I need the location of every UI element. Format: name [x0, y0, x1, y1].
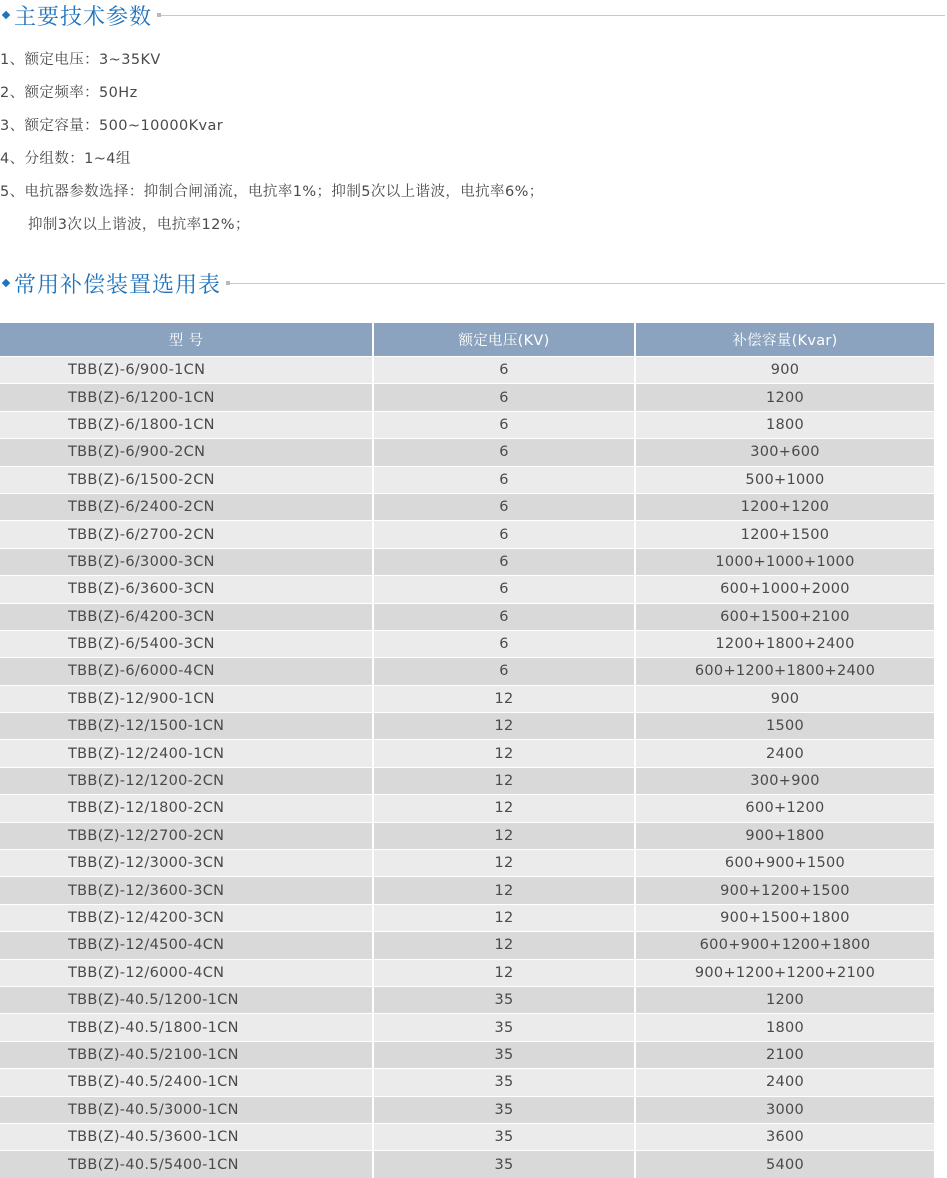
- table-row: [0, 713, 934, 740]
- table-row: [0, 466, 934, 493]
- cell-voltage: 35: [373, 1096, 635, 1123]
- cell-voltage: 12: [373, 959, 635, 986]
- cell-capacity: 600+900+1200+1800: [635, 932, 934, 959]
- table-row: [0, 904, 934, 931]
- cell-voltage: 12: [373, 904, 635, 931]
- cell-model: TBB(Z)-12/6000-4CN: [0, 959, 373, 986]
- table-row: [0, 850, 934, 877]
- table-row: [0, 576, 934, 603]
- table-row: [0, 795, 934, 822]
- cell-capacity: 600+1500+2100: [635, 603, 934, 630]
- table-row: [0, 1096, 934, 1123]
- column-header-voltage: 额定电压(KV): [373, 323, 635, 357]
- cell-model: TBB(Z)-12/1500-1CN: [0, 713, 373, 740]
- table-row: [0, 932, 934, 959]
- param-item: 3、额定容量：500~10000Kvar: [0, 118, 224, 134]
- cell-model: TBB(Z)-6/1500-2CN: [0, 466, 373, 493]
- cell-capacity: 900+1200+1500: [635, 877, 934, 904]
- cell-capacity: 2100: [635, 1041, 934, 1068]
- cell-model: TBB(Z)-12/2700-2CN: [0, 822, 373, 849]
- cell-voltage: 12: [373, 932, 635, 959]
- cell-capacity: 600+1000+2000: [635, 576, 934, 603]
- cell-capacity: 600+900+1500: [635, 850, 934, 877]
- cell-capacity: 900: [635, 685, 934, 712]
- cell-model: TBB(Z)-12/4500-4CN: [0, 932, 373, 959]
- param-item: 1、额定电压：3~35KV: [0, 52, 161, 68]
- cell-model: TBB(Z)-40.5/3600-1CN: [0, 1123, 373, 1150]
- params-list: [0, 48, 940, 246]
- table-row: [0, 877, 934, 904]
- param-item-continuation: 抑制3次以上谐波，电抗率12%；: [28, 217, 250, 233]
- param-item: 5、电抗器参数选择：抑制合闸涌流，电抗率1%；抑制5次以上谐波，电抗率6%；: [0, 184, 544, 200]
- cell-voltage: 6: [373, 411, 635, 438]
- table-row: [0, 1041, 934, 1068]
- table-row: [0, 822, 934, 849]
- table-header: [0, 323, 934, 357]
- cell-capacity: 600+1200: [635, 795, 934, 822]
- cell-voltage: 35: [373, 1069, 635, 1096]
- table-row: [0, 959, 934, 986]
- cell-model: TBB(Z)-6/900-1CN: [0, 357, 373, 384]
- cell-voltage: 12: [373, 822, 635, 849]
- table-row: [0, 411, 934, 438]
- param-item: 4、分组数：1~4组: [0, 151, 131, 167]
- table-row: [0, 1069, 934, 1096]
- cell-voltage: 6: [373, 493, 635, 520]
- cell-capacity: 1200: [635, 986, 934, 1013]
- cell-model: TBB(Z)-6/1200-1CN: [0, 384, 373, 411]
- cell-voltage: 35: [373, 1014, 635, 1041]
- cell-model: TBB(Z)-40.5/3000-1CN: [0, 1096, 373, 1123]
- cell-model: TBB(Z)-12/4200-3CN: [0, 904, 373, 931]
- cell-capacity: 1800: [635, 411, 934, 438]
- table-row: [0, 630, 934, 657]
- cell-voltage: 6: [373, 521, 635, 548]
- cell-voltage: 6: [373, 603, 635, 630]
- cell-model: TBB(Z)-6/6000-4CN: [0, 658, 373, 685]
- cell-model: TBB(Z)-12/2400-1CN: [0, 740, 373, 767]
- section-title: 常用补偿装置选用表: [14, 272, 222, 298]
- selection-table: [0, 323, 934, 1178]
- cell-model: TBB(Z)-12/3000-3CN: [0, 850, 373, 877]
- cell-voltage: 6: [373, 548, 635, 575]
- cell-voltage: 12: [373, 795, 635, 822]
- cell-voltage: 6: [373, 357, 635, 384]
- cell-voltage: 6: [373, 439, 635, 466]
- param-item: 2、额定频率：50Hz: [0, 85, 138, 101]
- table-row: [0, 767, 934, 794]
- cell-capacity: 3000: [635, 1096, 934, 1123]
- cell-model: TBB(Z)-6/4200-3CN: [0, 603, 373, 630]
- cell-voltage: 6: [373, 384, 635, 411]
- column-header-model: 型 号: [0, 323, 373, 357]
- cell-voltage: 6: [373, 466, 635, 493]
- cell-model: TBB(Z)-40.5/2100-1CN: [0, 1041, 373, 1068]
- divider-line: [230, 283, 945, 284]
- cell-model: TBB(Z)-6/2700-2CN: [0, 521, 373, 548]
- cell-capacity: 900+1500+1800: [635, 904, 934, 931]
- cell-model: TBB(Z)-6/900-2CN: [0, 439, 373, 466]
- cell-capacity: 1800: [635, 1014, 934, 1041]
- table-row: [0, 521, 934, 548]
- section-title: 主要技术参数: [14, 4, 153, 30]
- cell-model: TBB(Z)-6/3000-3CN: [0, 548, 373, 575]
- cell-voltage: 12: [373, 877, 635, 904]
- cell-capacity: 1200+1500: [635, 521, 934, 548]
- cell-voltage: 12: [373, 685, 635, 712]
- cell-capacity: 300+900: [635, 767, 934, 794]
- table-row: [0, 493, 934, 520]
- cell-model: TBB(Z)-40.5/1200-1CN: [0, 986, 373, 1013]
- table-row: [0, 1151, 934, 1178]
- cell-capacity: 1200+1800+2400: [635, 630, 934, 657]
- table-row: [0, 658, 934, 685]
- cell-capacity: 1200: [635, 384, 934, 411]
- cell-capacity: 500+1000: [635, 466, 934, 493]
- cell-voltage: 6: [373, 576, 635, 603]
- table-row: [0, 384, 934, 411]
- cell-voltage: 35: [373, 986, 635, 1013]
- table-row: [0, 986, 934, 1013]
- cell-capacity: 1200+1200: [635, 493, 934, 520]
- cell-model: TBB(Z)-6/1800-1CN: [0, 411, 373, 438]
- table-row: [0, 1123, 934, 1150]
- cell-voltage: 35: [373, 1151, 635, 1178]
- cell-model: TBB(Z)-6/3600-3CN: [0, 576, 373, 603]
- cell-voltage: 35: [373, 1041, 635, 1068]
- cell-capacity: 3600: [635, 1123, 934, 1150]
- table-row: [0, 357, 934, 384]
- column-header-capacity: 补偿容量(Kvar): [635, 323, 934, 357]
- cell-model: TBB(Z)-40.5/5400-1CN: [0, 1151, 373, 1178]
- table-row: [0, 548, 934, 575]
- cell-model: TBB(Z)-40.5/2400-1CN: [0, 1069, 373, 1096]
- table-row: [0, 740, 934, 767]
- cell-model: TBB(Z)-6/2400-2CN: [0, 493, 373, 520]
- cell-model: TBB(Z)-40.5/1800-1CN: [0, 1014, 373, 1041]
- cell-voltage: 6: [373, 630, 635, 657]
- cell-model: TBB(Z)-12/1200-2CN: [0, 767, 373, 794]
- cell-capacity: 300+600: [635, 439, 934, 466]
- cell-voltage: 12: [373, 767, 635, 794]
- table-row: [0, 603, 934, 630]
- diamond-bullet-icon: [2, 11, 10, 19]
- cell-voltage: 12: [373, 850, 635, 877]
- diamond-bullet-icon: [2, 279, 10, 287]
- cell-capacity: 900+1800: [635, 822, 934, 849]
- divider-line: [161, 15, 945, 16]
- table-row: [0, 439, 934, 466]
- section-header-selection-table: [0, 268, 947, 298]
- section-header-tech-params: [0, 0, 947, 30]
- cell-model: TBB(Z)-12/3600-3CN: [0, 877, 373, 904]
- cell-model: TBB(Z)-12/1800-2CN: [0, 795, 373, 822]
- cell-capacity: 1500: [635, 713, 934, 740]
- table-row: [0, 685, 934, 712]
- table-row: [0, 1014, 934, 1041]
- cell-capacity: 900: [635, 357, 934, 384]
- cell-model: TBB(Z)-6/5400-3CN: [0, 630, 373, 657]
- cell-voltage: 6: [373, 658, 635, 685]
- cell-capacity: 600+1200+1800+2400: [635, 658, 934, 685]
- cell-capacity: 2400: [635, 1069, 934, 1096]
- cell-capacity: 5400: [635, 1151, 934, 1178]
- table-body: [0, 357, 934, 1178]
- cell-voltage: 35: [373, 1123, 635, 1150]
- cell-voltage: 12: [373, 713, 635, 740]
- cell-capacity: 900+1200+1200+2100: [635, 959, 934, 986]
- cell-model: TBB(Z)-12/900-1CN: [0, 685, 373, 712]
- cell-capacity: 2400: [635, 740, 934, 767]
- cell-voltage: 12: [373, 740, 635, 767]
- cell-capacity: 1000+1000+1000: [635, 548, 934, 575]
